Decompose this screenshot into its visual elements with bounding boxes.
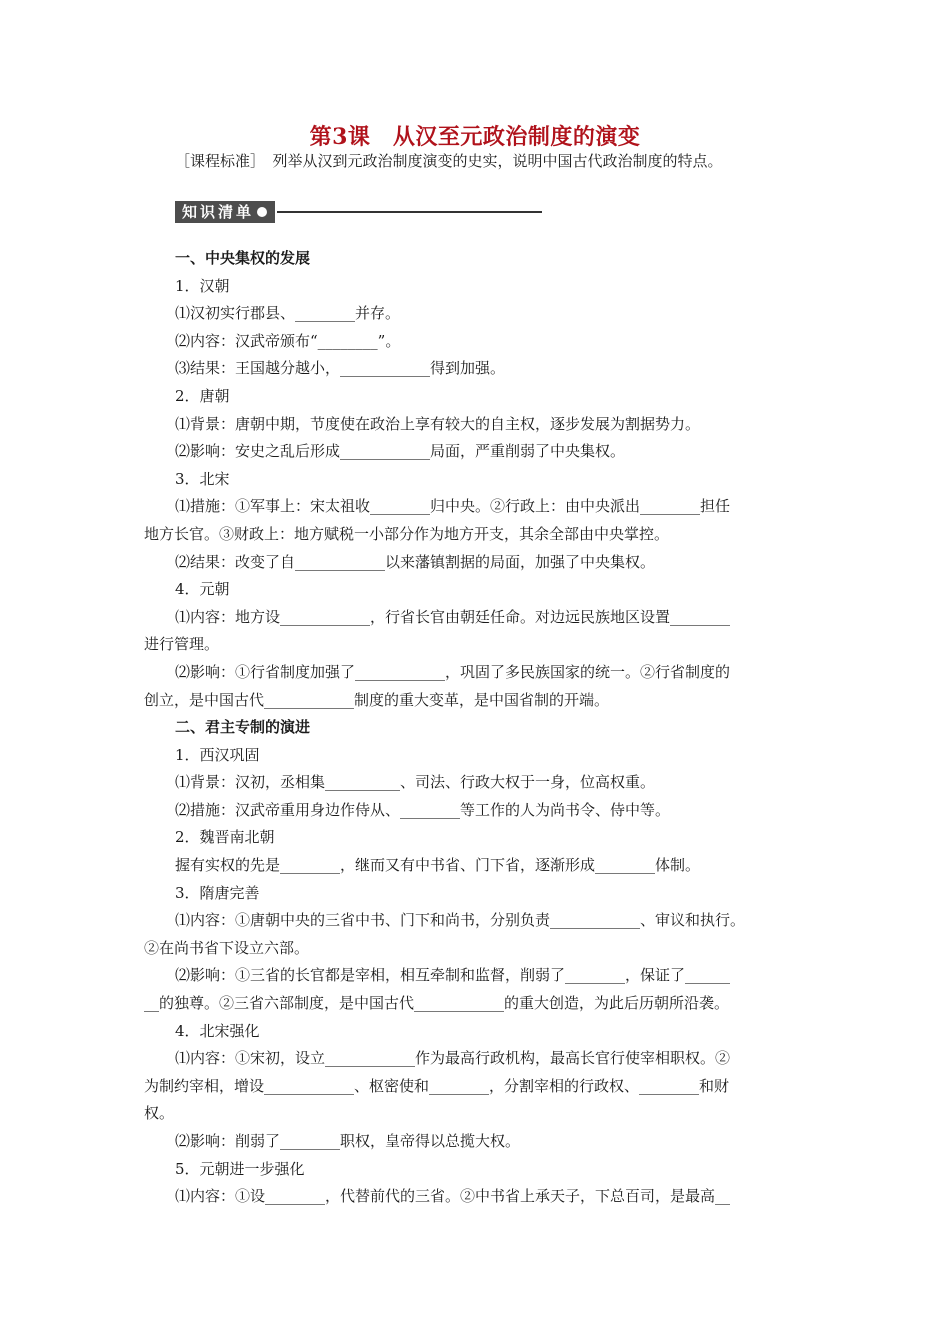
lesson-title: 第3课 从汉至元政治制度的演变	[309, 124, 641, 150]
subsection-heading: 1．西汉巩固	[175, 745, 260, 764]
text-line: ⑵影响：①行省制度加强了____________，巩固了多民族国家的统一。②行省制度的	[175, 662, 731, 681]
section-heading: 一、中央集权的发展	[175, 249, 311, 267]
content-body	[144, 245, 816, 1211]
dot-icon	[257, 207, 267, 217]
subsection-heading: 2．唐朝	[175, 386, 230, 405]
subsection-heading: 3．隋唐完善	[175, 883, 260, 902]
text-line: ⑵影响：削弱了________职权，皇帝得以总揽大权。	[175, 1132, 521, 1150]
knowledge-list-label: 知识清单	[182, 203, 255, 221]
text-line: ⑴内容：地方设____________，行省长官由朝廷任命。对边远民族地区设置________	[175, 607, 731, 626]
text-line: ⑵影响：①三省的长官都是宰相，相互牵制和监督，削弱了________，保证了______	[175, 966, 731, 985]
subsection-heading: 1．汉朝	[175, 276, 230, 295]
subsection-heading: 3．北宋	[175, 469, 230, 488]
text-line: ⑵内容：汉武帝颁布“________”。	[175, 331, 401, 350]
text-line: ⑴内容：①设________，代替前代的三省。②中书省上承天子，下总百司，是最高__	[175, 1187, 731, 1206]
text-line: 地方长官。③财政上：地方赋税一小部分作为地方开支，其余全部由中央掌控。	[144, 524, 670, 543]
text-line: ⑶结果：王国越分越小，____________得到加强。	[175, 359, 506, 378]
text-line: ⑴背景：汉初，丞相集__________、司法、行政大权于一身，位高权重。	[175, 773, 656, 792]
text-line: ⑵影响：安史之乱后形成____________局面，严重削弱了中央集权。	[175, 442, 626, 461]
knowledge-list-badge	[175, 201, 275, 223]
subsection-heading: 4．元朝	[175, 580, 230, 599]
section-heading: 二、君主专制的演进	[175, 718, 311, 737]
text-line: ②在尚书省下设立六部。	[144, 938, 310, 957]
text-line: ⑴内容：①宋初，设立____________作为最高行政机构，最高长官行使宰相职权。②	[175, 1049, 731, 1068]
section-banner	[175, 200, 542, 224]
text-line: ⑵结果：改变了自____________以来藩镇割据的局面，加强了中央集权。	[175, 552, 656, 571]
text-line: ⑴汉初实行郡县、________并存。	[175, 304, 401, 323]
text-line: 握有实权的先是________，继而又有中书省、门下省，逐渐形成________体制。	[175, 856, 701, 875]
text-line: ⑵措施：汉武帝重用身边作侍从、________等工作的人为尚书令、侍中等。	[175, 800, 671, 819]
text-line: ⑴内容：①唐朝中央的三省中书、门下和尚书，分别负责____________、审议和执行。	[175, 911, 746, 930]
text-line: 创立，是中国古代____________制度的重大变革，是中国省制的开端。	[144, 690, 610, 709]
subsection-heading: 4．北宋强化	[175, 1021, 260, 1040]
text-line: 为制约宰相，增设____________、枢密使和________，分割宰相的行政权、________和财	[144, 1076, 730, 1095]
curriculum-standard: ［课程标准］ 列举从汉到元政治制度演变的史实，说明中国古代政治制度的特点。	[175, 152, 723, 170]
banner-rule	[277, 211, 542, 213]
text-line: ⑴背景：唐朝中期，节度使在政治上享有较大的自主权，逐步发展为割据势力。	[175, 414, 701, 433]
subsection-heading: 2．魏晋南北朝	[175, 828, 275, 847]
text-line: __的独尊。②三省六部制度，是中国古代____________的重大创造，为此后历朝所沿袭。	[144, 994, 730, 1013]
text-line: 权。	[144, 1104, 175, 1123]
text-line: ⑴措施：①军事上：宋太祖收________归中央。②行政上：由中央派出________担任	[175, 497, 731, 516]
subsection-heading: 5．元朝进一步强化	[175, 1159, 305, 1178]
text-line: 进行管理。	[144, 635, 220, 654]
